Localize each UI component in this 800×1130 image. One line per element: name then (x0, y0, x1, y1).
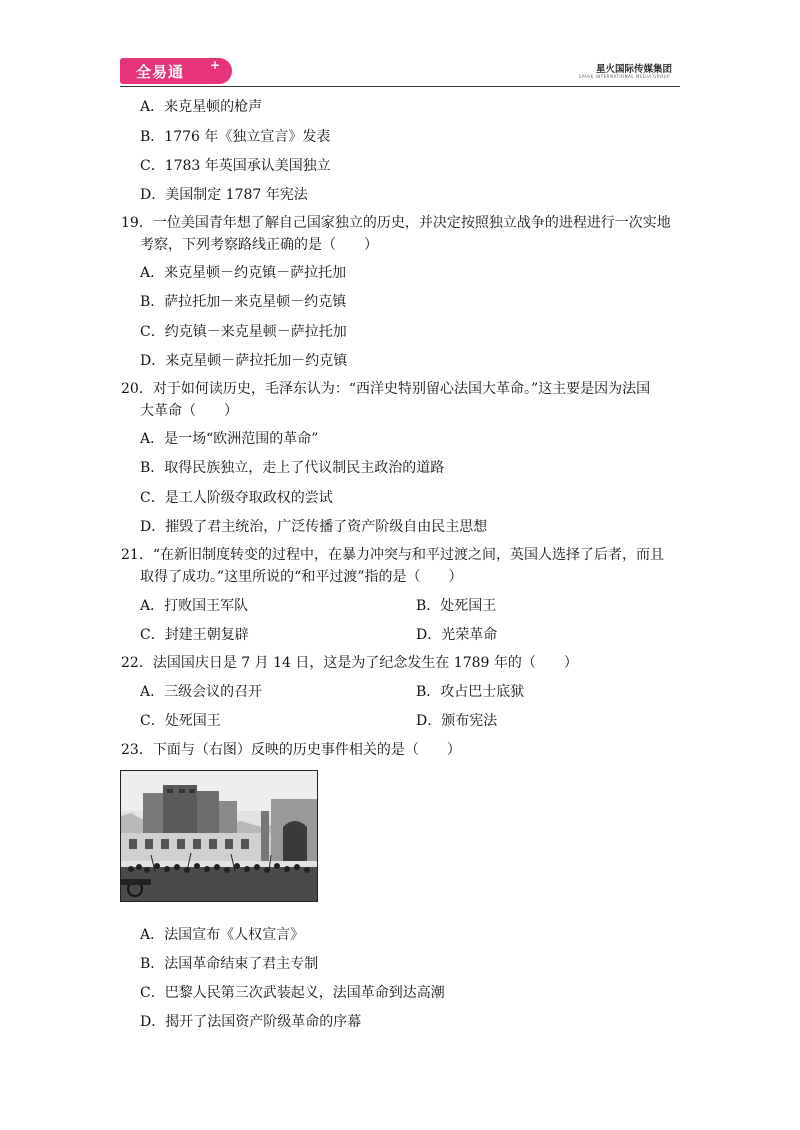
option-c: C．1783 年英国承认美国独立 (140, 158, 331, 174)
q22-option-b: B．攻占巴士底狱 (416, 684, 525, 700)
q23-stem: 23．下面与（右图）反映的历史事件相关的是（ ） (121, 742, 461, 758)
option-d: D．美国制定 1787 年宪法 (140, 187, 308, 203)
q23-option-c: C．巴黎人民第三次武装起义，法国革命到达高潮 (140, 985, 445, 1001)
bastille-engraving-image (120, 770, 318, 902)
q22-option-d: D．颁布宪法 (416, 713, 498, 729)
q20-option-d: D．摧毁了君主统治，广泛传播了资产阶级自由民主思想 (140, 519, 488, 535)
q21-option-d: D．光荣革命 (416, 627, 498, 643)
option-a: A．来克星顿的枪声 (140, 99, 263, 115)
logo-plus: + (210, 58, 221, 72)
q22-stem: 22．法国国庆日是 7 月 14 日，这是为了纪念发生在 1789 年的（ ） (121, 655, 578, 671)
q21-option-a: A．打败国王军队 (140, 598, 249, 614)
q20-stem-line2: 大革命（ ） (140, 403, 238, 419)
q19-option-d: D．来克星顿－萨拉托加－约克镇 (140, 353, 348, 369)
q20-option-b: B．取得民族独立，走上了代议制民主政治的道路 (140, 460, 445, 476)
q20-stem-line1: 20．对于如何读历史，毛泽东认为：“西洋史特别留心法国大革命。”这主要是因为法国 (121, 381, 651, 397)
q19-stem-line1: 19．一位美国青年想了解自己国家独立的历史，并决定按照独立战争的进程进行一次实地 (121, 215, 671, 231)
option-b: B．1776 年《独立宣言》发表 (140, 129, 331, 145)
q21-stem-line2: 取得了成功。”这里所说的“和平过渡”指的是（ ） (140, 569, 463, 585)
q23-option-b: B．法国革命结束了君主专制 (140, 956, 319, 972)
q21-option-c: C．封建王朝复辟 (140, 627, 249, 643)
q22-option-a: A．三级会议的召开 (140, 684, 263, 700)
q23-option-d: D．揭开了法国资产阶级革命的序幕 (140, 1014, 362, 1030)
company-name: 星火国际传媒集团 (595, 64, 672, 75)
company-subtitle: SPARK INTERNATIONAL MEDIA GROUP (578, 74, 670, 79)
q21-option-b: B．处死国王 (416, 598, 497, 614)
q19-stem-line2: 考察，下列考察路线正确的是（ ） (140, 237, 378, 253)
q20-option-a: A．是一场“欧洲范围的革命” (140, 431, 319, 447)
q22-option-c: C．处死国王 (140, 713, 221, 729)
q21-stem-line1: 21．“在新旧制度转变的过程中，在暴力冲突与和平过渡之间，英国人选择了后者，而且 (121, 547, 664, 563)
q20-option-c: C．是工人阶级夺取政权的尝试 (140, 490, 333, 506)
header-divider (120, 86, 680, 87)
page-header (120, 56, 680, 88)
quanyitong-logo (120, 58, 232, 84)
bastille-engraving-drawing (121, 771, 317, 901)
q19-option-b: B．萨拉托加－来克星顿－约克镇 (140, 294, 347, 310)
q23-option-a: A．法国宣布《人权宣言》 (140, 927, 305, 943)
logo-text: 全易通 (136, 63, 185, 81)
q19-option-a: A．来克星顿－约克镇－萨拉托加 (140, 265, 347, 281)
q19-option-c: C．约克镇－来克星顿－萨拉托加 (140, 324, 347, 340)
